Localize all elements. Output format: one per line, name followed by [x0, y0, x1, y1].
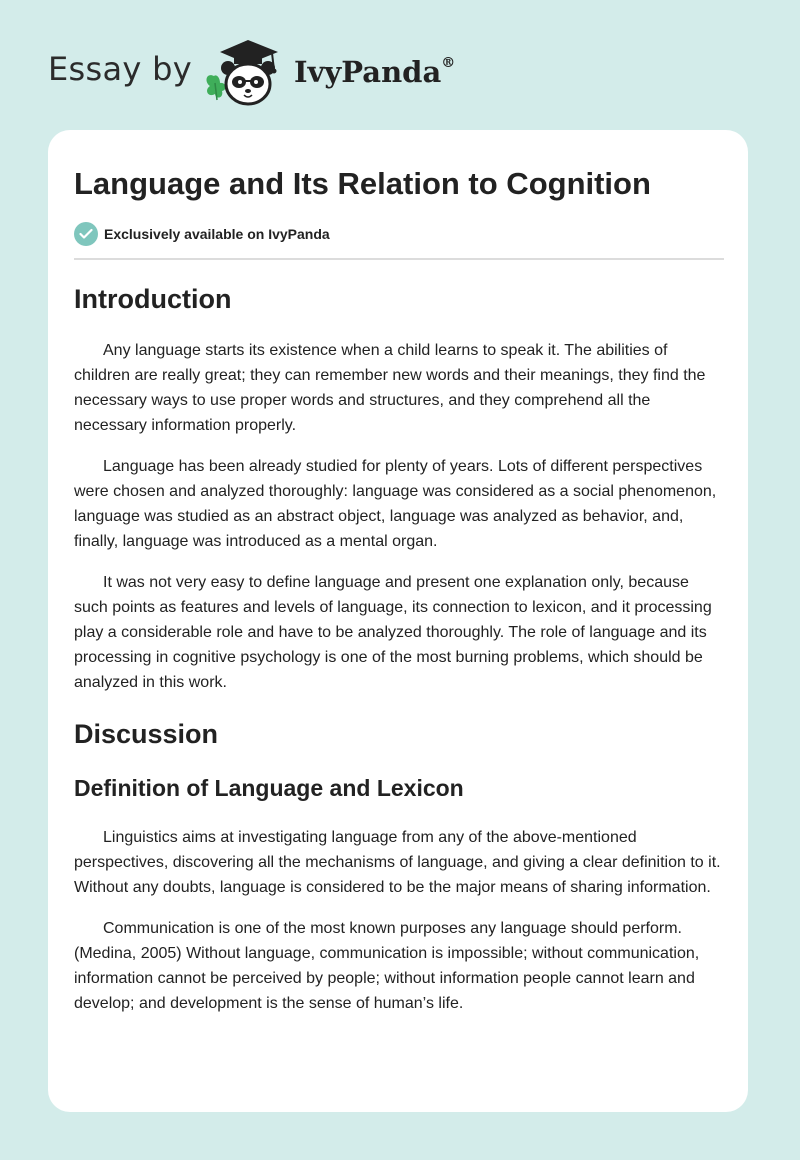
paragraph: Communication is one of the most known purposes any language should perform. (Medina, 2005) Without language, communication is impossible; without communication, information cannot be perceived by people; without information people cannot learn and develop; and development is the sense of human’s life. — [74, 920, 700, 1012]
section-heading-discussion: Discussion — [74, 719, 219, 749]
section-heading-introduction: Introduction — [74, 284, 232, 314]
registered-mark: ® — [441, 55, 456, 72]
brand-logo-text — [294, 55, 455, 89]
paragraph: Language has been already studied for plenty of years. Lots of different perspectives were chosen and analyzed thoroughly: language was considered as a social phenomenon, language was studied as an abstract object, language was analyzed as behavior, and, finally, language was introduced as a mental organ. — [74, 458, 717, 550]
essay-card — [48, 130, 748, 1112]
check-circle-icon — [74, 222, 98, 246]
exclusive-badge — [74, 221, 724, 247]
page-title: Language and Its Relation to Cognition — [74, 166, 651, 201]
subsection-heading-definition: Definition of Language and Lexicon — [74, 775, 464, 801]
panda-graduate-icon — [200, 36, 292, 110]
paragraph: Linguistics aims at investigating language from any of the above-mentioned perspectives, discovering all the mechanisms of language, and giving a clear definition to it. Without any doubts, language is considered to be the major means of sharing information. — [74, 829, 721, 896]
paragraph: It was not very easy to define language and present one explanation only, because such points as features and levels of language, its connection to lexicon, and it processing play a considerable role and have to be analyzed thoroughly. The role of language and its processing in cognitive psychology is one of the most burning problems, which should be analyzed in this work. — [74, 574, 712, 691]
ivy-leaf-icon — [207, 75, 226, 100]
essay-content — [74, 164, 724, 1016]
title-divider — [74, 258, 724, 260]
site-header — [0, 0, 800, 120]
paragraph: Any language starts its existence when a child learns to speak it. The abilities of children are really great; they can remember new words and their meanings, they find the necessary ways to use proper words and structures, and they comprehend all the necessary information properly. — [74, 342, 706, 434]
brand-name: IvyPanda — [294, 55, 442, 89]
essay-by-label: Essay by — [48, 50, 192, 88]
exclusive-label: Exclusively available on IvyPanda — [104, 226, 330, 242]
